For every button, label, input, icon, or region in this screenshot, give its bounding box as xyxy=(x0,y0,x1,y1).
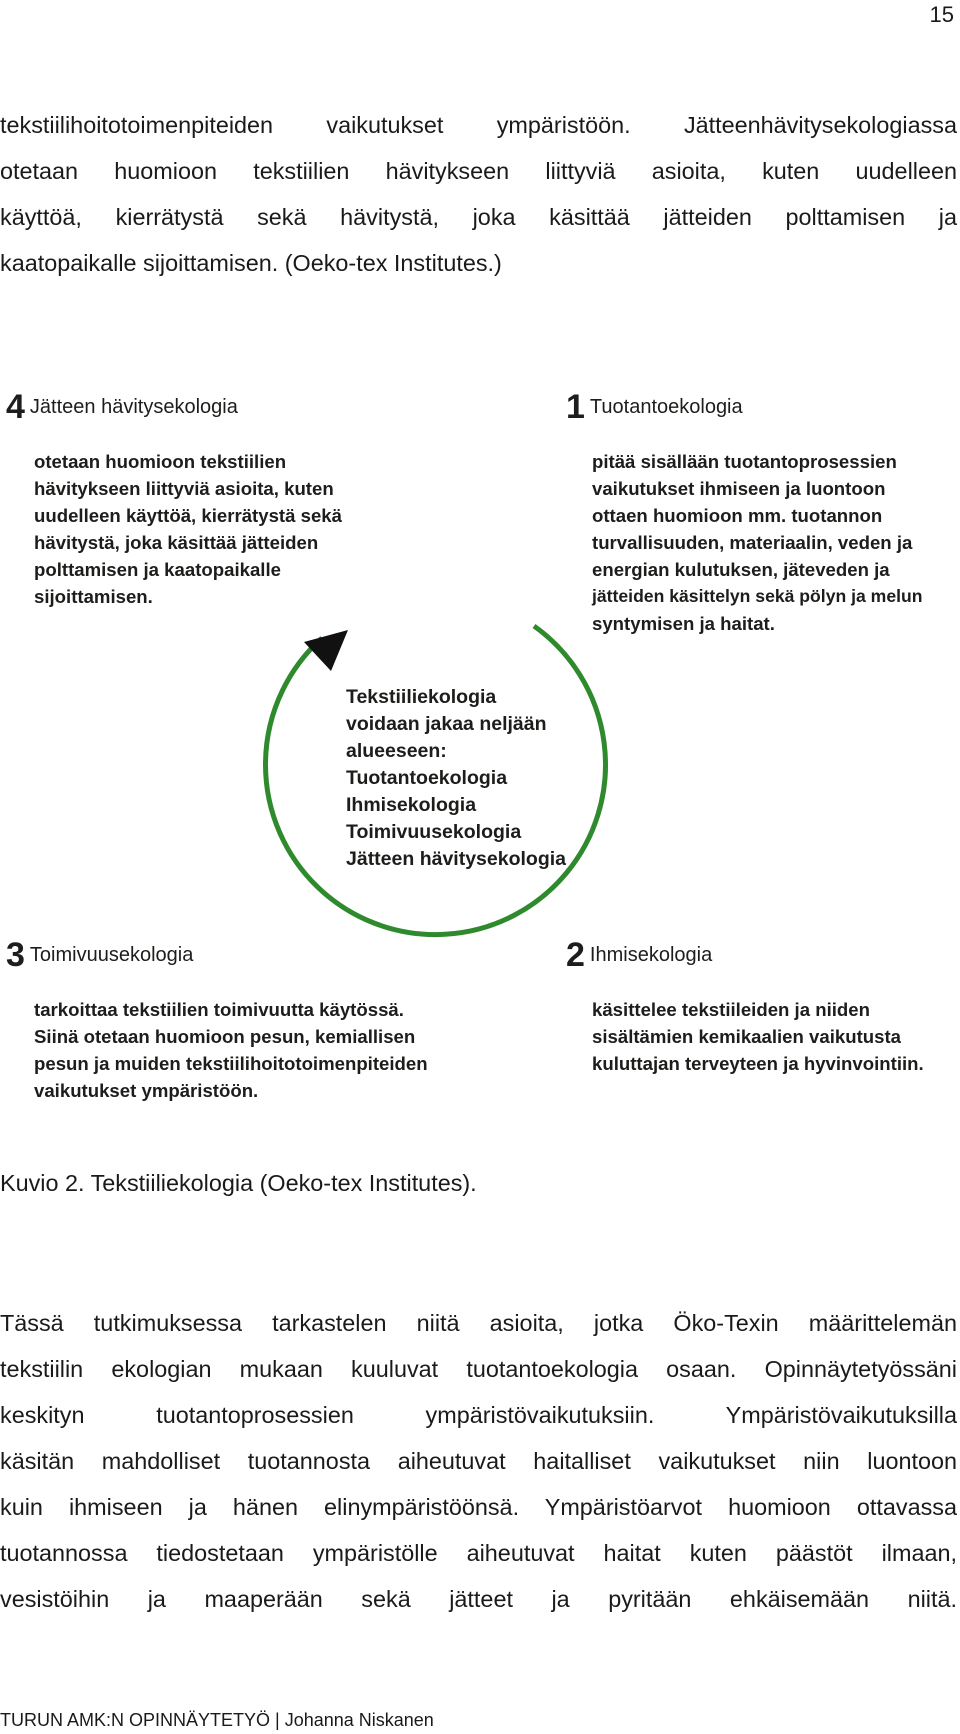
page-number: 15 xyxy=(929,2,954,27)
section-2-title xyxy=(566,938,712,972)
section-line: pesun ja muiden tekstiilihoitotoimenpiteiden xyxy=(34,1053,428,1074)
section-number-badge: 3 xyxy=(6,936,24,974)
center-line: Jätteen hävitysekologia xyxy=(346,848,567,870)
paragraph-line: käsitän mahdolliset tuotannosta aiheutuvat haitalliset vaikutukset niin luontoon xyxy=(0,1448,957,1474)
section-3-body xyxy=(34,996,428,1104)
section-line: vaikutukset ihmiseen ja luontoon xyxy=(592,478,886,499)
paragraph-line: käyttöä, kierrätystä sekä hävitystä, joka käsittää jätteiden polttamisen ja xyxy=(0,204,957,230)
section-line: hävitykseen liittyviä asioita, kuten xyxy=(34,478,334,499)
paragraph-line: tuotannossa tiedostetaan ympäristölle aiheutuvat haitat kuten päästöt ilmaan, xyxy=(0,1540,957,1566)
section-title-text: Tuotantoekologia xyxy=(589,395,743,418)
section-line: uudelleen käyttöä, kierrätystä sekä xyxy=(34,505,342,526)
section-title-text: Jätteen hävitysekologia xyxy=(29,395,238,418)
section-line: energian kulutuksen, jäteveden ja xyxy=(592,559,890,580)
paragraph-line: kuin ihmiseen ja hänen elinympäristöönsä. Ympäristöarvot huomioon ottavassa xyxy=(0,1494,957,1520)
figure-textile-ecology xyxy=(0,370,960,1110)
center-line: Tekstiiliekologia xyxy=(346,686,497,708)
section-line: vaikutukset ympäristöön. xyxy=(34,1080,259,1101)
section-2-body xyxy=(592,996,924,1077)
section-line: jätteiden käsittelyn sekä pölyn ja melun xyxy=(592,586,923,606)
center-line: Ihmisekologia xyxy=(346,794,477,816)
body-paragraph xyxy=(0,1300,957,1622)
section-line: pitää sisällään tuotantoprosessien xyxy=(592,451,897,472)
paragraph-line: kaatopaikalle sijoittamisen. (Oeko-tex Institutes.) xyxy=(0,250,502,276)
section-line: sijoittamisen. xyxy=(34,586,153,607)
section-1-body xyxy=(592,448,922,637)
section-3-title xyxy=(6,938,193,972)
intro-paragraph xyxy=(0,102,957,286)
paragraph-line: keskityn tuotantoprosessien ympäristövaikutuksiin. Ympäristövaikutuksilla xyxy=(0,1402,957,1428)
center-line: Toimivuusekologia xyxy=(346,821,522,843)
section-number-badge: 2 xyxy=(566,936,584,974)
section-number-badge: 1 xyxy=(566,388,584,426)
paragraph-line: otetaan huomioon tekstiilien hävitykseen liittyviä asioita, kuten uudelleen xyxy=(0,158,957,184)
center-line: alueeseen: xyxy=(346,740,447,762)
section-line: hävitystä, joka käsittää jätteiden xyxy=(34,532,319,553)
section-1-title xyxy=(566,390,743,424)
section-line: ottaen huomioon mm. tuotannon xyxy=(592,505,883,526)
section-line: tarkoittaa tekstiilien toimivuutta käytössä. xyxy=(34,999,404,1020)
section-line: kuluttajan terveyteen ja hyvinvointiin. xyxy=(592,1053,924,1074)
section-number-badge: 4 xyxy=(6,388,24,426)
page-footer: TURUN AMK:N OPINNÄYTETYÖ | Johanna Niskanen xyxy=(0,1710,434,1730)
section-4-title xyxy=(6,390,238,424)
paragraph-line: Tässä tutkimuksessa tarkastelen niitä asioita, jotka Öko-Texin määrittelemän xyxy=(0,1310,957,1336)
center-text xyxy=(346,684,566,873)
section-line: turvallisuuden, materiaalin, veden ja xyxy=(592,532,913,553)
figure-caption: Kuvio 2. Tekstiiliekologia (Oeko-tex Institutes). xyxy=(0,1170,477,1196)
section-title-text: Toimivuusekologia xyxy=(29,943,194,966)
section-line: Siinä otetaan huomioon pesun, kemiallisen xyxy=(34,1026,416,1047)
section-line: polttamisen ja kaatopaikalle xyxy=(34,559,281,580)
section-line: otetaan huomioon tekstiilien xyxy=(34,451,287,472)
paragraph-line: tekstiilin ekologian mukaan kuuluvat tuotantoekologia osaan. Opinnäytetyössäni xyxy=(0,1356,957,1382)
section-line: syntymisen ja haitat. xyxy=(592,613,775,634)
section-line: käsittelee tekstiileiden ja niiden xyxy=(592,999,870,1020)
section-title-text: Ihmisekologia xyxy=(589,943,713,966)
center-line: Tuotantoekologia xyxy=(346,767,508,789)
paragraph-line: tekstiilihoitotoimenpiteiden vaikutukset ympäristöön. Jätteenhävitysekologiassa xyxy=(0,112,957,138)
center-line: voidaan jakaa neljään xyxy=(346,713,547,735)
section-line: sisältämien kemikaalien vaikutusta xyxy=(592,1026,902,1047)
paragraph-line: vesistöihin ja maaperään sekä jätteet ja pyritään ehkäisemään niitä. xyxy=(0,1586,957,1612)
section-4-body xyxy=(34,448,342,610)
